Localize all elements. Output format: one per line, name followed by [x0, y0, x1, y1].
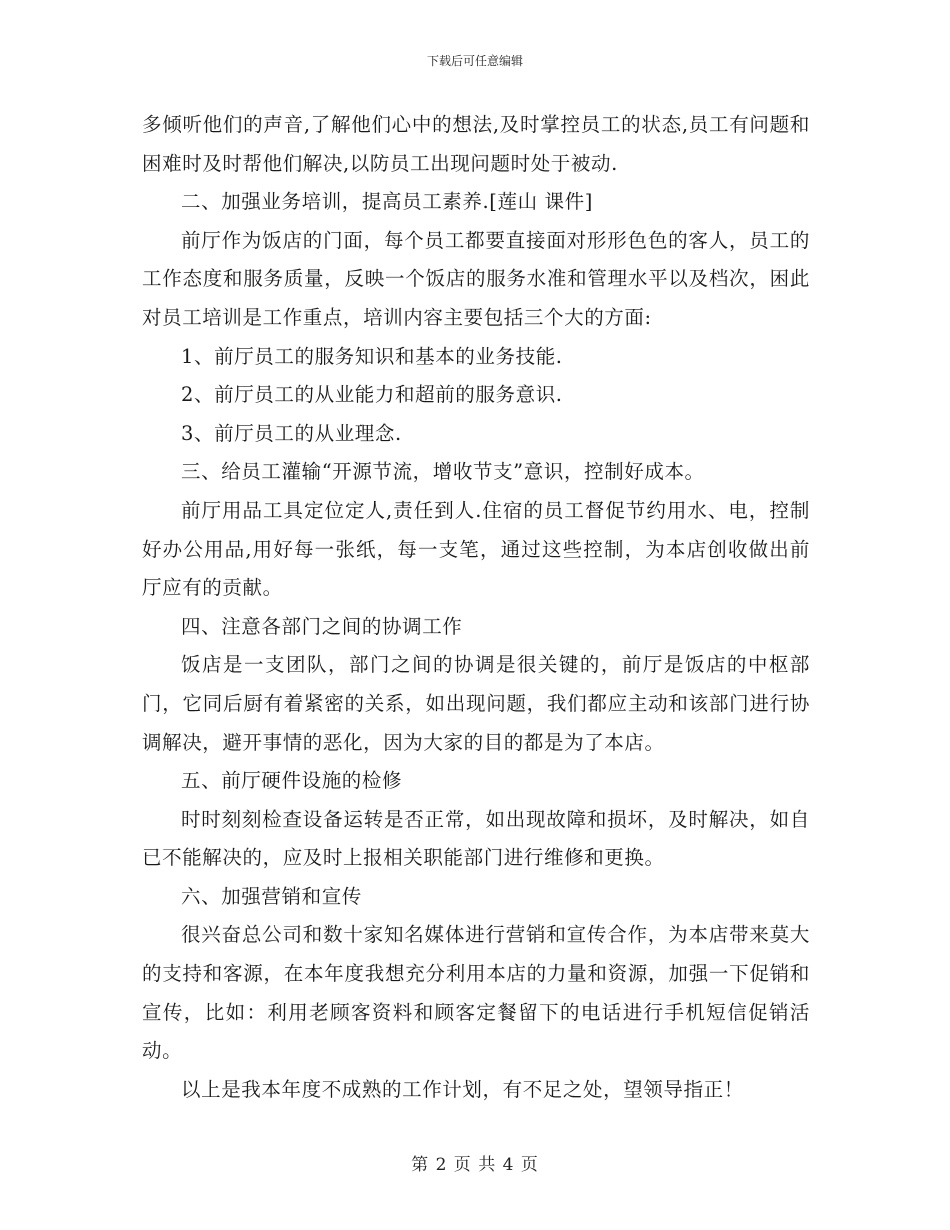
list-item: 3、前厅员工的从业理念.	[181, 421, 402, 445]
paragraph: 饭店是一支团队，部门之间的协调是很关键的，前厅是饭店的中枢部门，它同后厨有着紧密的关系，如出现问题，我们都应主动和该部门进行协调解决，避开事情的恶化，因为大家的目的都是为了本店。	[142, 653, 810, 754]
section-heading: 六、加强营销和宣传	[181, 884, 362, 908]
section-heading: 二、加强业务培训，提高员工素养.[莲山 课件]	[181, 190, 593, 214]
paragraph: 很兴奋总公司和数十家知名媒体进行营销和宣传合作，为本店带来莫大的支持和客源，在本年度我想充分利用本店的力量和资源，加强一下促销和宣传，比如：利用老顾客资料和顾客定餐留下的电话进行手机短信促销活动。	[142, 923, 810, 1063]
section-heading: 四、注意各部门之间的协调工作	[181, 614, 463, 638]
section-heading: 三、给员工灌输“开源节流，增收节支”意识，控制好成本。	[181, 460, 705, 484]
paragraph: 时时刻刻检查设备运转是否正常，如出现故障和损坏，及时解决，如自已不能解决的，应及时上报相关职能部门进行维修和更换。	[142, 807, 810, 870]
document-body	[142, 106, 810, 1109]
section-heading: 五、前厅硬件设施的检修	[181, 769, 403, 793]
list-item: 2、前厅员工的从业能力和超前的服务意识.	[181, 383, 563, 407]
paragraph: 前厅作为饭店的门面，每个员工都要直接面对形形色色的客人，员工的工作态度和服务质量，反映一个饭店的服务水准和管理水平以及档次，困此对员工培训是工作重点，培训内容主要包括三个大的方面:	[142, 228, 810, 329]
paragraph: 多倾听他们的声音,了解他们心中的想法,及时掌控员工的状态,员工有问题和困难时及时帮他们解决,以防员工出现问题时处于被动.	[142, 113, 810, 175]
closing-paragraph: 以上是我本年度不成熟的工作计划，有不足之处，望领导指正！	[181, 1077, 744, 1101]
paragraph: 前厅用品工具定位定人,责任到人.住宿的员工督促节约用水、电，控制好办公用品,用好每一张纸，每一支笔，通过这些控制，为本店创收做出前厅应有的贡献。	[142, 498, 810, 600]
list-item: 1、前厅员工的服务知识和基本的业务技能.	[181, 344, 563, 368]
page-number-footer: 第 2 页 共 4 页	[411, 1155, 539, 1175]
page-header: 下载后可任意编辑	[426, 54, 523, 68]
